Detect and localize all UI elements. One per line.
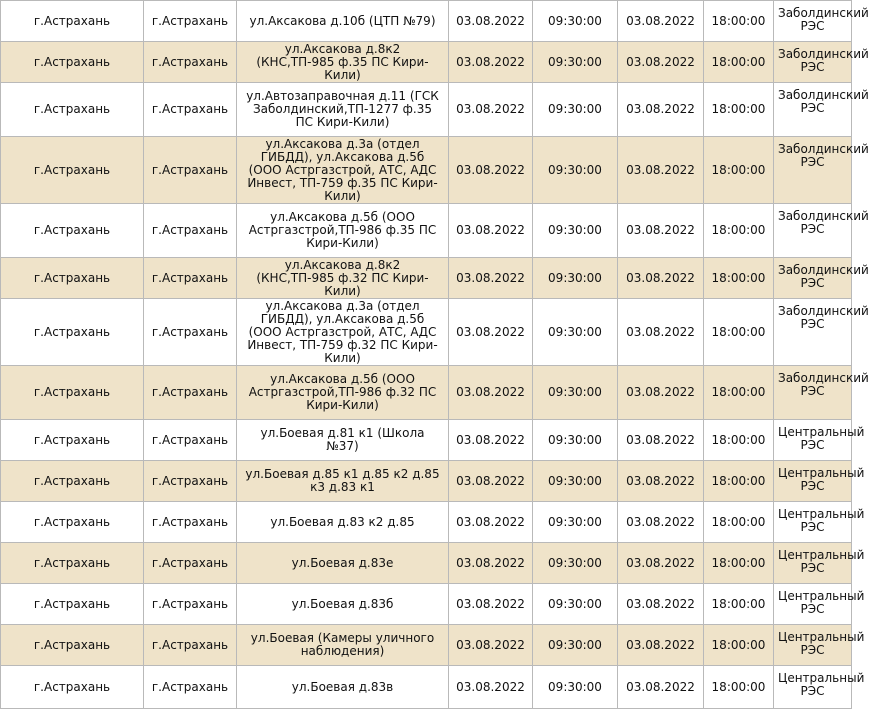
city-cell: г.Астрахань [1,625,144,666]
end-time-cell: 18:00:00 [704,666,774,709]
res-cell: Заболдинский РЭС [774,299,852,366]
city-cell: г.Астрахань [1,666,144,709]
settlement-cell: г.Астрахань [144,461,237,502]
table-row [1,625,852,666]
start-date-cell: 03.08.2022 [449,366,533,420]
end-time-cell: 18:00:00 [704,258,774,299]
end-time-cell: 18:00:00 [704,137,774,204]
res-cell: Заболдинский РЭС [774,83,852,137]
settlement-cell: г.Астрахань [144,366,237,420]
settlement-cell: г.Астрахань [144,299,237,366]
end-date-cell: 03.08.2022 [618,502,704,543]
start-date-cell: 03.08.2022 [449,1,533,42]
end-date-cell: 03.08.2022 [618,584,704,625]
outage-rows [1,1,869,709]
start-date-cell: 03.08.2022 [449,83,533,137]
city-cell: г.Астрахань [1,204,144,258]
city-cell: г.Астрахань [1,1,144,42]
address-cell: ул.Боевая д.83в [237,666,449,709]
end-date-cell: 03.08.2022 [618,543,704,584]
start-time-cell: 09:30:00 [533,666,618,709]
res-cell: Центральный РЭС [774,420,852,461]
start-time-cell: 09:30:00 [533,584,618,625]
table-row [1,366,852,420]
address-cell: ул.Аксакова д.3а (отдел ГИБДД), ул.Аксакова д.5б (ООО Астргазстрой, АТС, АДС Инвест, ТП-759 ф.35 ПС Кири-Кили) [237,137,449,204]
res-cell: Заболдинский РЭС [774,258,852,299]
city-cell: г.Астрахань [1,502,144,543]
start-date-cell: 03.08.2022 [449,666,533,709]
table-row [1,299,852,366]
settlement-cell: г.Астрахань [144,204,237,258]
settlement-cell: г.Астрахань [144,625,237,666]
end-date-cell: 03.08.2022 [618,420,704,461]
settlement-cell: г.Астрахань [144,137,237,204]
end-date-cell: 03.08.2022 [618,366,704,420]
end-date-cell: 03.08.2022 [618,461,704,502]
end-date-cell: 03.08.2022 [618,258,704,299]
address-cell: ул.Аксакова д.5б (ООО Астргазстрой,ТП-986 ф.32 ПС Кири-Кили) [237,366,449,420]
end-time-cell: 18:00:00 [704,461,774,502]
end-date-cell: 03.08.2022 [618,625,704,666]
settlement-cell: г.Астрахань [144,543,237,584]
end-date-cell: 03.08.2022 [618,42,704,83]
end-time-cell: 18:00:00 [704,420,774,461]
table-row [1,42,852,83]
end-time-cell: 18:00:00 [704,543,774,584]
start-time-cell: 09:30:00 [533,1,618,42]
res-cell: Заболдинский РЭС [774,204,852,258]
end-date-cell: 03.08.2022 [618,666,704,709]
table-row [1,502,852,543]
start-time-cell: 09:30:00 [533,461,618,502]
table-row [1,204,852,258]
city-cell: г.Астрахань [1,258,144,299]
start-date-cell: 03.08.2022 [449,299,533,366]
start-date-cell: 03.08.2022 [449,625,533,666]
city-cell: г.Астрахань [1,420,144,461]
city-cell: г.Астрахань [1,461,144,502]
settlement-cell: г.Астрахань [144,42,237,83]
settlement-cell: г.Астрахань [144,666,237,709]
start-time-cell: 09:30:00 [533,625,618,666]
address-cell: ул.Аксакова д.8к2 (КНС,ТП-985 ф.32 ПС Кири-Кили) [237,258,449,299]
start-time-cell: 09:30:00 [533,137,618,204]
settlement-cell: г.Астрахань [144,584,237,625]
start-date-cell: 03.08.2022 [449,502,533,543]
end-time-cell: 18:00:00 [704,83,774,137]
end-time-cell: 18:00:00 [704,1,774,42]
table-row [1,1,852,42]
city-cell: г.Астрахань [1,366,144,420]
start-time-cell: 09:30:00 [533,42,618,83]
start-time-cell: 09:30:00 [533,258,618,299]
address-cell: ул.Аксакова д.3а (отдел ГИБДД), ул.Аксакова д.5б (ООО Астргазстрой, АТС, АДС Инвест, ТП-759 ф.32 ПС Кири-Кили) [237,299,449,366]
res-cell: Заболдинский РЭС [774,137,852,204]
end-time-cell: 18:00:00 [704,366,774,420]
start-date-cell: 03.08.2022 [449,204,533,258]
table-row [1,83,852,137]
start-time-cell: 09:30:00 [533,299,618,366]
table-row [1,461,852,502]
address-cell: ул.Боевая (Камеры уличного наблюдения) [237,625,449,666]
res-cell: Центральный РЭС [774,502,852,543]
end-time-cell: 18:00:00 [704,204,774,258]
table-row [1,543,852,584]
end-time-cell: 18:00:00 [704,42,774,83]
address-cell: ул.Аксакова д.8к2 (КНС,ТП-985 ф.35 ПС Кири-Кили) [237,42,449,83]
start-date-cell: 03.08.2022 [449,258,533,299]
res-cell: Центральный РЭС [774,543,852,584]
city-cell: г.Астрахань [1,584,144,625]
city-cell: г.Астрахань [1,299,144,366]
res-cell: Центральный РЭС [774,625,852,666]
table-row [1,137,852,204]
city-cell: г.Астрахань [1,137,144,204]
start-date-cell: 03.08.2022 [449,461,533,502]
start-date-cell: 03.08.2022 [449,543,533,584]
end-time-cell: 18:00:00 [704,502,774,543]
end-date-cell: 03.08.2022 [618,204,704,258]
address-cell: ул.Боевая д.83б [237,584,449,625]
start-time-cell: 09:30:00 [533,83,618,137]
settlement-cell: г.Астрахань [144,1,237,42]
settlement-cell: г.Астрахань [144,83,237,137]
table-row [1,666,852,709]
end-date-cell: 03.08.2022 [618,137,704,204]
start-date-cell: 03.08.2022 [449,584,533,625]
start-time-cell: 09:30:00 [533,420,618,461]
res-cell: Заболдинский РЭС [774,42,852,83]
res-cell: Центральный РЭС [774,584,852,625]
address-cell: ул.Боевая д.85 к1 д.85 к2 д.85 к3 д.83 к1 [237,461,449,502]
city-cell: г.Астрахань [1,83,144,137]
address-cell: ул.Боевая д.83 к2 д.85 [237,502,449,543]
address-cell: ул.Аксакова д.10б (ЦТП №79) [237,1,449,42]
table-row [1,584,852,625]
res-cell: Заболдинский РЭС [774,366,852,420]
start-date-cell: 03.08.2022 [449,42,533,83]
end-date-cell: 03.08.2022 [618,1,704,42]
end-date-cell: 03.08.2022 [618,83,704,137]
start-time-cell: 09:30:00 [533,502,618,543]
end-date-cell: 03.08.2022 [618,299,704,366]
start-time-cell: 09:30:00 [533,366,618,420]
start-date-cell: 03.08.2022 [449,420,533,461]
end-time-cell: 18:00:00 [704,625,774,666]
address-cell: ул.Автозаправочная д.11 (ГСК Заболдинский,ТП-1277 ф.35 ПС Кири-Кили) [237,83,449,137]
address-cell: ул.Аксакова д.5б (ООО Астргазстрой,ТП-986 ф.35 ПС Кири-Кили) [237,204,449,258]
start-time-cell: 09:30:00 [533,543,618,584]
settlement-cell: г.Астрахань [144,420,237,461]
settlement-cell: г.Астрахань [144,502,237,543]
address-cell: ул.Боевая д.83е [237,543,449,584]
table-row [1,258,852,299]
settlement-cell: г.Астрахань [144,258,237,299]
table-row [1,420,852,461]
end-time-cell: 18:00:00 [704,299,774,366]
city-cell: г.Астрахань [1,543,144,584]
start-time-cell: 09:30:00 [533,204,618,258]
city-cell: г.Астрахань [1,42,144,83]
res-cell: Центральный РЭС [774,461,852,502]
res-cell: Заболдинский РЭС [774,1,852,42]
address-cell: ул.Боевая д.81 к1 (Школа №37) [237,420,449,461]
res-cell: Центральный РЭС [774,666,852,709]
end-time-cell: 18:00:00 [704,584,774,625]
start-date-cell: 03.08.2022 [449,137,533,204]
